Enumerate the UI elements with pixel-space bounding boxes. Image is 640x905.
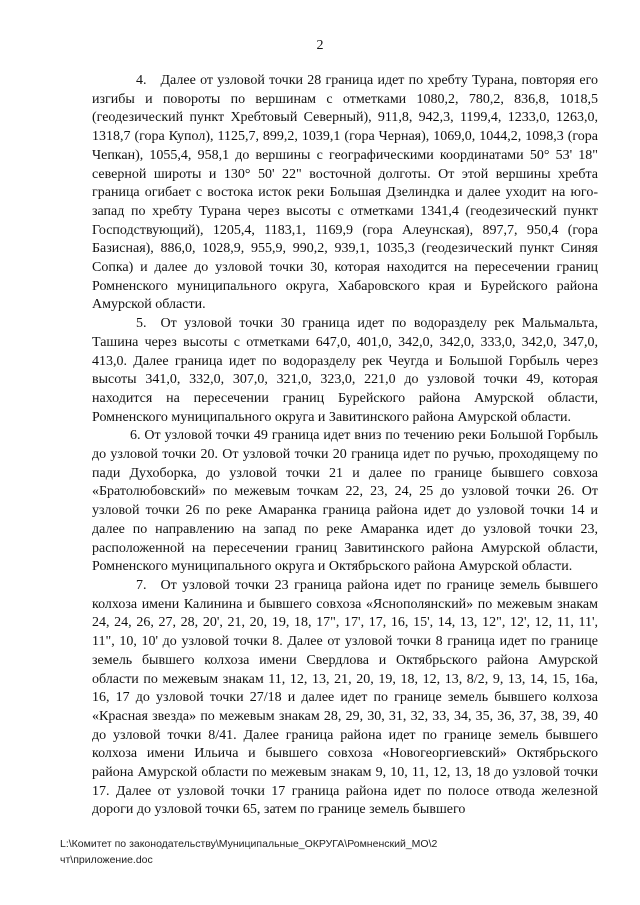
file-path-footer bbox=[60, 836, 580, 868]
document-body bbox=[92, 72, 598, 820]
paragraph-5: 5. От узловой точки 30 граница идет по водоразделу рек Мальмальта, Ташина через высоты с отметками 647,0, 401,0, 342,0, 342,0, 333,0, 342,0, 347,0, 413,0. Далее граница идет по водоразделу рек Чеугда и Большой Горбыль через высоты 341,0, 332,0, 307,0, 321,0, 323,0, 221,0 до узловой точки 49, которая находится на пересечении границ Бурейского района Амурской области, Ромненского муниципального округа и Завитинского района Амурской области. bbox=[92, 316, 598, 425]
paragraph-4: 4. Далее от узловой точки 28 граница идет по хребту Турана, повторяя его изгибы и повороты по вершинам с отметками 1080,2, 780,2, 836,8, 1018,5 (геодезический пункт Хребтовый Северный), 911,8, 942,3, 1199,4, 1233,0, 1263,0, 1318,7 (гора Купол), 1125,7, 899,2, 1039,1 (гора Черная), 1069,0, 1044,2, 1098,3 (гора Чепкан), 1055,4, 958,1 до вершины с географическими координатами 50° 53' 18" северной широты и 130° 50' 22" восточной долготы. От этой вершины хребта граница огибает с востока исток реки Большая Дзелиндка и далее уходит на юго-запад по хребту Турана через высоты с отметками 1341,4 (геодезический пункт Господствующий), 1205,4, 1183,1, 1169,9 (гора Алеунская), 897,7, 950,4 (гора Базисная), 886,0, 1028,9, 955,9, 990,2, 939,1, 1035,3 (геодезический пункт Синяя Сопка) и далее до узловой точки 30, которая находится на пересечении границ Ромненского муниципального округа, Хабаровского края и Бурейского района Амурской области. bbox=[92, 73, 598, 313]
file-path-line-2: чт\приложение.doc bbox=[60, 854, 153, 866]
file-path-line-1: L:\Комитет по законодательству\Муниципальные_ОКРУГА\Ромненский_МО\2 bbox=[60, 838, 438, 850]
paragraph-7: 7. От узловой точки 23 граница района идет по границе земель бывшего колхоза имени Калинина и бывшего совхоза «Яснополянский» по межевым знакам 24, 24, 26, 27, 28, 20', 21, 20, 19, 18, 17", 17', 17, 16, 15', 14, 13, 12", 12', 12, 11, 11', 11", 10, 10' до узловой точки 8. Далее от узловой точки 8 граница идет по границе земель бывшего колхоза имени Свердлова и Октябрьского района Амурской области по межевым знакам 11, 12, 13, 21, 20, 19, 18, 12, 13, 8/2, 9, 13, 14, 15, 16а, 16, 17 до узловой точки 27/18 и далее идет по границе земель бывшего колхоза «Красная звезда» по межевым знакам 28, 29, 30, 31, 32, 33, 34, 35, 36, 37, 38, 39, 40 до узловой точки 8/41. Далее граница района идет по границе земель бывшего колхоза имени Ильича и бывшего совхоза «Новогеоргиевский» Октябрьского района Амурской области по межевым знакам 9, 10, 11, 12, 13, 18 до узловой точки 17. Далее от узловой точки 17 граница района идет по полосе отвода железной дороги до узловой точки 65, затем по границе земель бывшего bbox=[92, 577, 598, 818]
page-number: 2 bbox=[316, 38, 324, 53]
paragraph-6: 6. От узловой точки 49 граница идет вниз по течению реки Большой Горбыль до узловой точки 20. От узловой точки 20 граница идет по ручью, проходящему по пади Духоборка, до узловой точки 21 и далее по границе бывшего совхоза «Братолюбовский» по межевым точкам 22, 23, 24, 25 до узловой точки 26. От узловой точки 26 по реке Амаранка граница района идет до узловой точки 14 и далее по направлению на запад по реке Амаранка идет до узловой точки 23, расположенной на пересечении границ Завитинского района Амурской области, Ромненского муниципального округа и Октябрьского района Амурской области. bbox=[92, 428, 598, 575]
